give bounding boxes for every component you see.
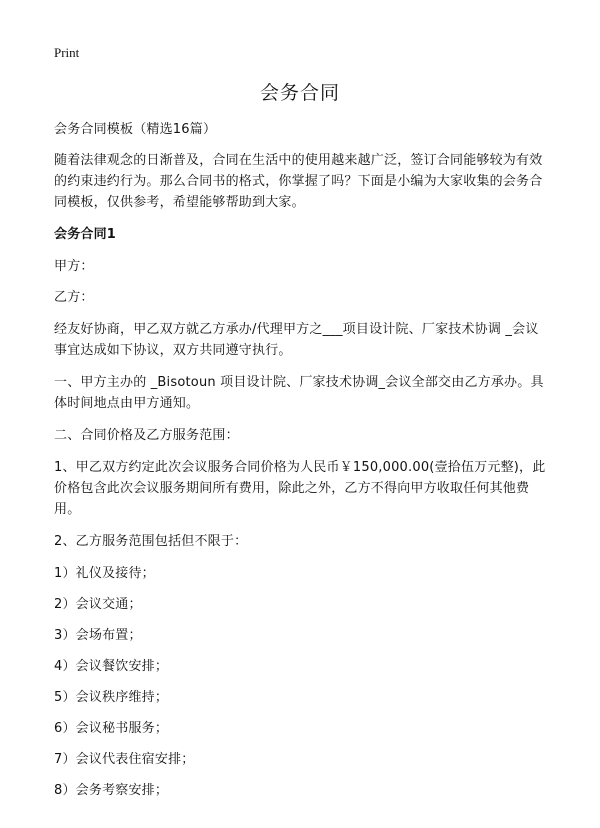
service-item: 2）会议交通； — [54, 597, 142, 612]
section-heading: 会务合同1 — [54, 227, 117, 242]
document-body — [54, 119, 548, 801]
service-item: 5）会议秩序维持； — [54, 690, 169, 705]
service-item: 7）会议代表住宿安排； — [54, 752, 195, 767]
clause-1-paragraph: 一、甲方主办的 _Bisotoun 项目设计院、厂家技术协调_会议全部交由乙方承办。具体时间地点由甲方通知。 — [54, 375, 544, 411]
service-item: 4）会议餐饮安排； — [54, 659, 169, 674]
service-item: 3）会场布置； — [54, 628, 142, 643]
document-title: 会务合同 — [259, 82, 340, 104]
service-item: 1）礼仪及接待； — [54, 566, 155, 581]
party-b-line: 乙方： — [54, 290, 94, 305]
document-subtitle: 会务合同模板（精选16篇） — [54, 122, 217, 137]
clause-2-2-paragraph: 2、乙方服务范围包括但不限于： — [54, 534, 248, 549]
party-a-line: 甲方： — [54, 259, 94, 274]
print-label: Print — [54, 45, 80, 60]
intro-paragraph: 随着法律观念的日渐普及，合同在生活中的使用越来越广泛，签订合同能够较为有效的约束违约行为。那么合同书的格式，你掌握了吗？下面是小编为大家收集的会务合同模板，仅供参考，希望能够帮助到大家。 — [54, 153, 543, 210]
clause-2-1-paragraph: 1、甲乙双方约定此次会议服务合同价格为人民币￥150,000.00(壹拾伍万元整)，此价格包含此次会议服务期间所有费用，除此之外，乙方不得向甲方收取任何其他费用。 — [54, 460, 546, 517]
clause-2-paragraph: 二、合同价格及乙方服务范围： — [54, 428, 239, 443]
preamble-paragraph: 经友好协商，甲乙双方就乙方承办/代理甲方之___项目设计院、厂家技术协调 _会议事宜达成如下协议，双方共同遵守执行。 — [54, 322, 539, 358]
service-item: 8）会务考察安排； — [54, 783, 169, 798]
service-item: 6）会议秘书服务； — [54, 721, 169, 736]
